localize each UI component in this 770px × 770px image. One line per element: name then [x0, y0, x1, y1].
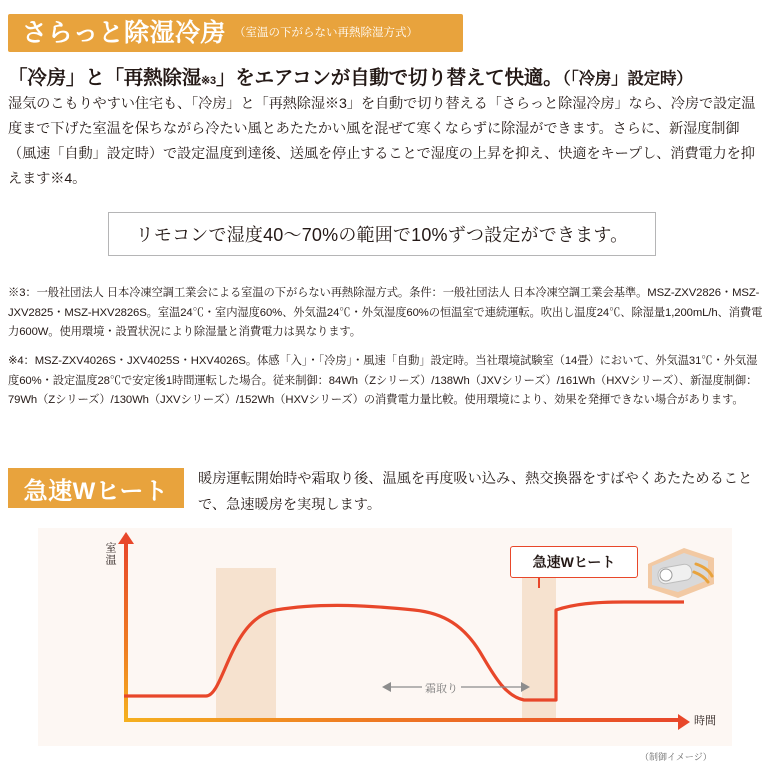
lead-part-a: 「冷房」と「再熱除湿: [8, 67, 202, 89]
chart-y-axis-arrow-icon: [118, 532, 134, 544]
chart-callout-connector: [538, 578, 540, 588]
chart-caption: （制御イメージ）: [640, 752, 712, 762]
chart-panel: [38, 528, 732, 746]
chart-callout-label: 急速Wヒート: [532, 554, 616, 570]
footnote-3: ※3：一般社団法人 日本冷凍空調工業会による室温の下がらない再熱除湿方式。条件：一般社団法人 日本冷凍空調工業会基準。MSZ-ZXV2826・MSZ-JXV2825・MSZ-HXV2826S。室温24℃・室内湿度60%、外気温24℃・外気湿度60%の恒温室で連続運転。吹出し温度24℃、除湿量1,200mL/h、消費電力600W。使用環境・設置状況により除湿量と消費電力は異なります。: [8, 287, 763, 338]
chart-defrost-label: 霜取り: [422, 680, 461, 696]
section1-body: 湿気のこもりやすい住宅も、「冷房」と「再熱除湿※3」を自動で切り替える「さらっと除湿冷房」なら、冷房で設定温度まで下げた室温を保ちながら冷たい風とあたたかい風を混ぜて寒くならずに除湿ができます。さらに、新湿度制御（風速「自動」設定時）で設定温度到達後、送風を停止することで湿度の上昇を抑え、快適をキープし、消費電力を抑えます※4。: [8, 96, 756, 187]
section1-heading-sub: （室温の下がらない再熱除湿方式）: [234, 27, 419, 39]
section1-heading: [8, 14, 463, 52]
section1-heading-main: さらっと除湿冷房: [22, 18, 227, 47]
lead-tail: （「冷房」設定時）: [562, 70, 693, 88]
section2-heading-label: 急速Wヒート: [23, 477, 169, 505]
chart-y-axis-label: 室温: [104, 542, 116, 566]
air-conditioner-unit-icon: [644, 544, 716, 602]
chart-inner: [38, 528, 732, 746]
chart-callout-box: [510, 546, 638, 578]
section1-lead: [8, 62, 764, 90]
remote-humidity-callout: [108, 212, 656, 256]
footnote-4: ※4：MSZ-ZXV4026S・JXV4025S・HXV4026S。体感「入」・「冷房」・風速「自動」設定時。当社環境試験室（14畳）において、外気温31℃・外気湿度60%・設定温度28℃で安定後1時間運転した場合。従来制御：84Wh（Zシリーズ）/138Wh（JXVシリーズ）/161Wh（HXVシリーズ）、新湿度制御：79Wh（Zシリーズ）/130Wh（JXVシリーズ）/152Wh（HXVシリーズ）の消費電力量比較。使用環境により、効果を発揮できない場合があります。: [8, 355, 758, 406]
lead-part-b: 」をエアコンが自動で切り替えて快適。: [215, 67, 563, 89]
chart-x-axis-label: 時間: [694, 715, 716, 727]
section2-body: 暖房運転開始時や霜取り後、温風を再度吸い込み、熱交換器をすばやくあたためることで、急速暖房を実現します。: [198, 471, 753, 513]
lead-footnote-marker: ※3: [201, 75, 216, 87]
section2-heading: [8, 468, 184, 508]
remote-humidity-callout-text: リモコンで湿度40〜70%の範囲で10%ずつ設定ができます。: [135, 225, 629, 245]
